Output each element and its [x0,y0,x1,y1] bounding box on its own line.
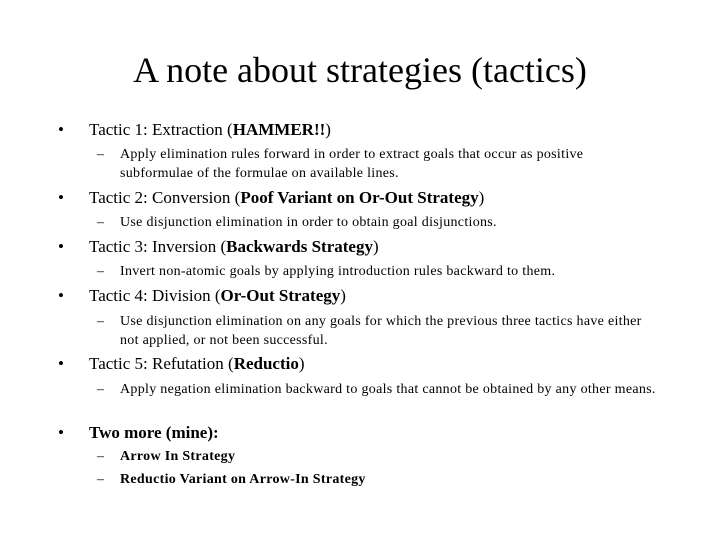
dash-icon: – [97,215,105,230]
tactic-5-text: Tactic 5: Refutation (Reductio) [89,354,305,373]
tactic-2-text: Tactic 2: Conversion (Poof Variant on Or-Out Strategy) [89,188,485,207]
dash-icon: – [97,472,105,487]
bullet-icon: • [58,354,64,373]
dash-icon: – [97,382,105,397]
tactic-3-name: Backwards Strategy [226,237,373,256]
tactic-1-text: Tactic 1: Extraction (HAMMER!!) [89,120,331,139]
dash-icon: – [97,147,105,162]
bullet-icon: • [58,188,64,207]
tactic-2-name: Poof Variant on Or-Out Strategy [240,188,479,207]
tactic-3-text: Tactic 3: Inversion (Backwards Strategy) [89,237,379,256]
two-more-label: Two more (mine): [89,423,219,442]
bullet-icon: • [58,286,64,305]
bullet-icon: • [58,237,64,256]
dash-icon: – [97,314,105,329]
tactic-4-text: Tactic 4: Division (Or-Out Strategy) [89,286,346,305]
bullet-icon: • [58,120,64,139]
slide-title: A note about strategies (tactics) [133,50,587,90]
tactic-1-name: HAMMER!! [232,120,326,139]
bullet-icon: • [58,423,64,442]
tactic-5-name: Reductio [233,354,299,373]
tactic-4-name: Or-Out Strategy [220,286,341,305]
dash-icon: – [97,449,105,464]
dash-icon: – [97,264,105,279]
